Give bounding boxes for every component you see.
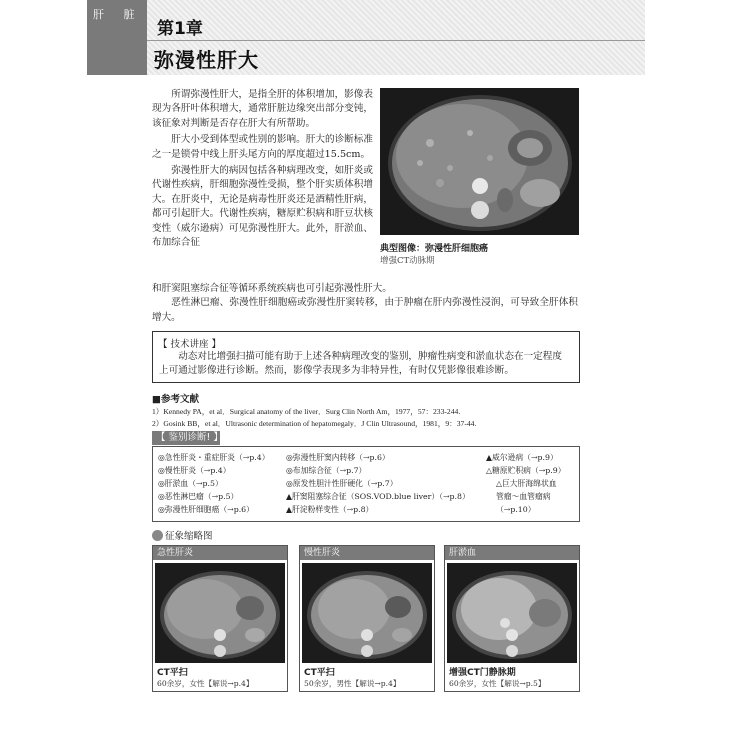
figure-caption-title: 典型图像：弥漫性肝细胞癌 [380,244,489,254]
diff-item: ◎恶性淋巴瘤（→p.5） [158,492,239,501]
reference-1: 1）Kennedy PA，et al．Surgical anatomy of the liver．Surg Clin North Am，1977，57：233-244. [152,407,461,416]
thumbnail-ct-image [155,563,285,663]
page-title: 弥漫性肝大 [154,48,259,72]
thumbnail-card [152,545,288,692]
thumbnail-info: 50余岁，男性【解说→p.4】 [304,679,401,688]
references-heading: ■参考文献 [152,394,199,405]
thumbnail-ct-image [447,563,577,663]
section-label: 肝 脏 [93,8,143,21]
diff-item: ◎弥漫性肝细胞癌（→p.6） [158,505,254,514]
diff-item: ▲肝淀粉样变性（→p.8） [286,505,374,514]
differential-col-3 [486,451,566,516]
thumbnail-band: 肝淤血 [445,546,579,560]
diff-item: ◎原发性胆汁性肝硬化（→p.7） [286,479,398,488]
header-divider [147,40,645,41]
thumbnail-ct-label: 增强CT门静脉期 [449,668,516,678]
diff-item: ◎急性肝炎・重症肝炎（→p.4） [158,453,270,462]
tech-text: 动态对比增强扫描可能有助于上述各种病理改变的鉴别，肿瘤性病变和淤血状态在一定程度上可通过影像进行诊断。然而，影像学表现多为非特异性，有时仅凭影像很难诊断。 [159,351,562,376]
diff-item: （→p.10） [496,505,536,514]
diff-item: ▲威尔逊病（→p.9） [486,453,558,462]
body-column-upper [152,88,373,250]
body-column-lower [152,282,578,325]
diff-item: ◎慢性肝炎（→p.4） [158,466,231,475]
diff-item: 管瘤～血管瘤病 [496,492,551,501]
section-tab [87,0,147,75]
reference-2: 2）Gosink BB，et al．Ultrasonic determination of hepatomegaly．J Clin Ultrasound，1981，9：37-44. [152,419,477,428]
differential-box [152,446,580,522]
paragraph-3b: 和肝窦阻塞综合征等循环系统疾病也可引起弥漫性肝大。 [152,283,392,294]
paragraph-4: 恶性淋巴瘤、弥漫性肝细胞癌或弥漫性肝窦转移，由于肿瘤在肝内弥漫性浸润，可导致全肝体积增大。 [152,297,578,323]
figure-caption-sub: 增强CT动脉期 [380,256,435,266]
paragraph-1: 所谓弥漫性肝大，是指全肝的体积增加，影像表现为各肝叶体积增大，通常肝脏边缘突出部分变钝，该征象对判断是否存在肝大有所帮助。 [152,89,373,129]
diff-item: ◎弥漫性肝窦内转移（→p.6） [286,453,390,462]
ct-image-main [380,88,579,235]
tech-label: 【 技术讲座 】 [158,339,222,350]
thumbnail-card [444,545,580,692]
thumbnail-card [299,545,435,692]
diff-item: ◎肝淤血（→p.5） [158,479,223,488]
thumbnail-ct-label: CT平扫 [304,668,335,678]
differential-label: 【 鉴别诊断! 】 [152,431,220,445]
thumbnail-info: 60余岁，女性【解说→p.5】 [449,679,546,688]
paragraph-3a: 弥漫性肝大的病因包括各种病理改变，如肝炎或代谢性疾病，肝细胞弥漫性受损，整个肝实质体积增大。在肝炎中，无论是病毒性肝炎还是酒精性肝病，都可引起肝大。代谢性疾病，糖原贮积病和肝豆状核变性（威尔逊病）可见弥漫性肝大。此外，肝淤血、布加综合征 [152,165,373,249]
paragraph-2: 肝大小受到体型或性别的影响。肝大的诊断标准之一是锁骨中线上肝头尾方向的厚度超过15.5cm。 [152,134,373,160]
tech-box [152,331,580,383]
diff-item: △巨大肝海绵状血 [496,479,557,488]
thumbnails-heading [152,528,213,542]
thumbnail-band: 急性肝炎 [153,546,287,560]
chapter-label: 第1章 [157,19,203,39]
thumbnail-ct-label: CT平扫 [157,668,188,678]
thumbnail-band: 慢性肝炎 [300,546,434,560]
diff-item: △糖原贮积病（→p.9） [486,466,566,475]
differential-col-2 [286,451,470,516]
thumbnail-ct-image [302,563,432,663]
bullet-icon [152,530,163,541]
diff-item: ▲肝窦阻塞综合征（SOS.VOD.blue liver）（→p.8） [286,492,470,501]
diff-item: ◎布加综合征（→p.7） [286,466,367,475]
thumbnails-heading-text: 征象缩略图 [165,531,213,542]
thumbnail-info: 60余岁，女性【解说→p.4】 [157,679,254,688]
differential-col-1 [158,451,270,516]
